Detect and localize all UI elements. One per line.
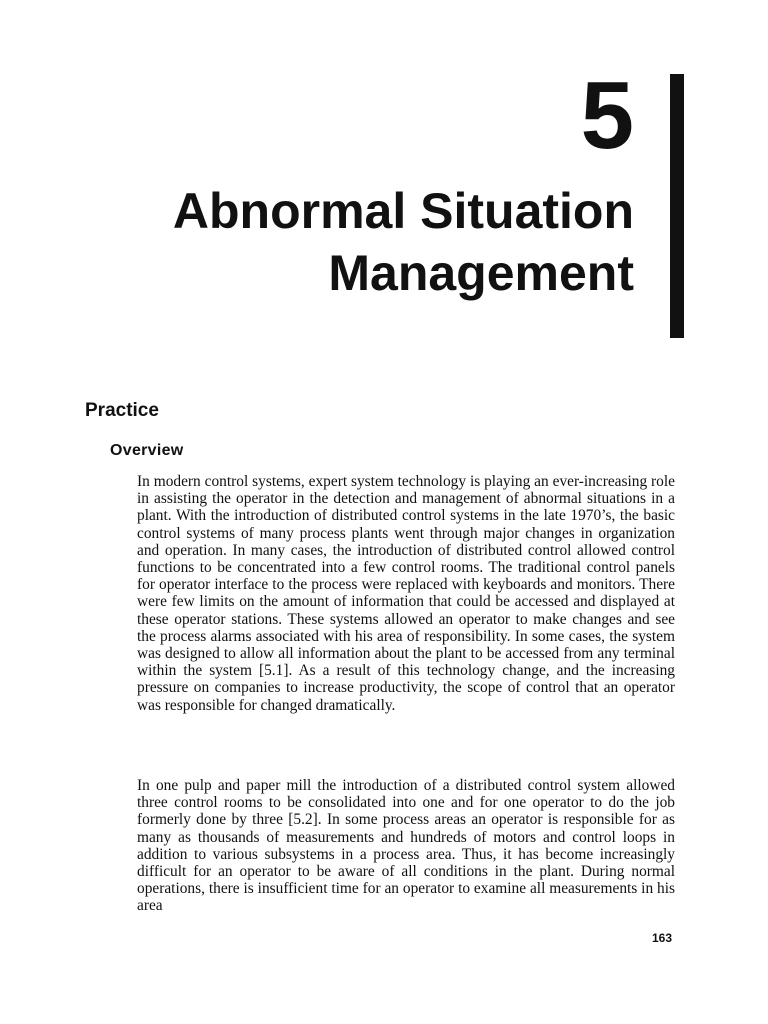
body-paragraph-1: In modern control systems, expert system technology is playing an ever-increasing role in assisting the operator in the detection and management of abnormal situations in a plant. With the introduction of distributed control systems in the late 1970’s, the basic control systems of many process plants went through major changes in organization and operation. In many cases, the introduction of distributed control allowed control functions to be concentrated into a few control rooms. The traditional control panels for operator interface to the process were replaced with keyboards and monitors. There were few limits on the amount of information that could be accessed and displayed at these operator stations. These systems allowed an operator to make changes and see the process alarms associated with his area of responsibility. In some cases, the system was designed to allow all information about the plant to be accessed from any terminal within the system [5.1]. As a result of this technology change, and the increasing pressure on companies to increase productivity, the scope of control that an operator was responsible for changed dramatically.	[137, 473, 675, 714]
chapter-bar	[670, 74, 684, 338]
chapter-title-line-1: Abnormal Situation	[172, 183, 634, 239]
body-paragraph-2: In one pulp and paper mill the introduction of a distributed control system allowed three control rooms to be consolidated into one and for one operator to do the job formerly done by three [5.2]. In some process areas an operator is responsible for as many as thousands of measurements and hundreds of motors and control loops in addition to various subsystems in a process area. Thus, it has become increasingly difficult for an operator to be aware of all conditions in the plant. During normal operations, there is insufficient time for an operator to examine all measurements in his area	[137, 777, 675, 915]
chapter-title	[74, 180, 634, 304]
page-number: 163	[651, 931, 672, 945]
subsection-heading: Overview	[110, 442, 184, 459]
section-heading: Practice	[85, 400, 159, 421]
chapter-number: 5	[580, 62, 634, 169]
chapter-title-line-2: Management	[328, 245, 634, 301]
